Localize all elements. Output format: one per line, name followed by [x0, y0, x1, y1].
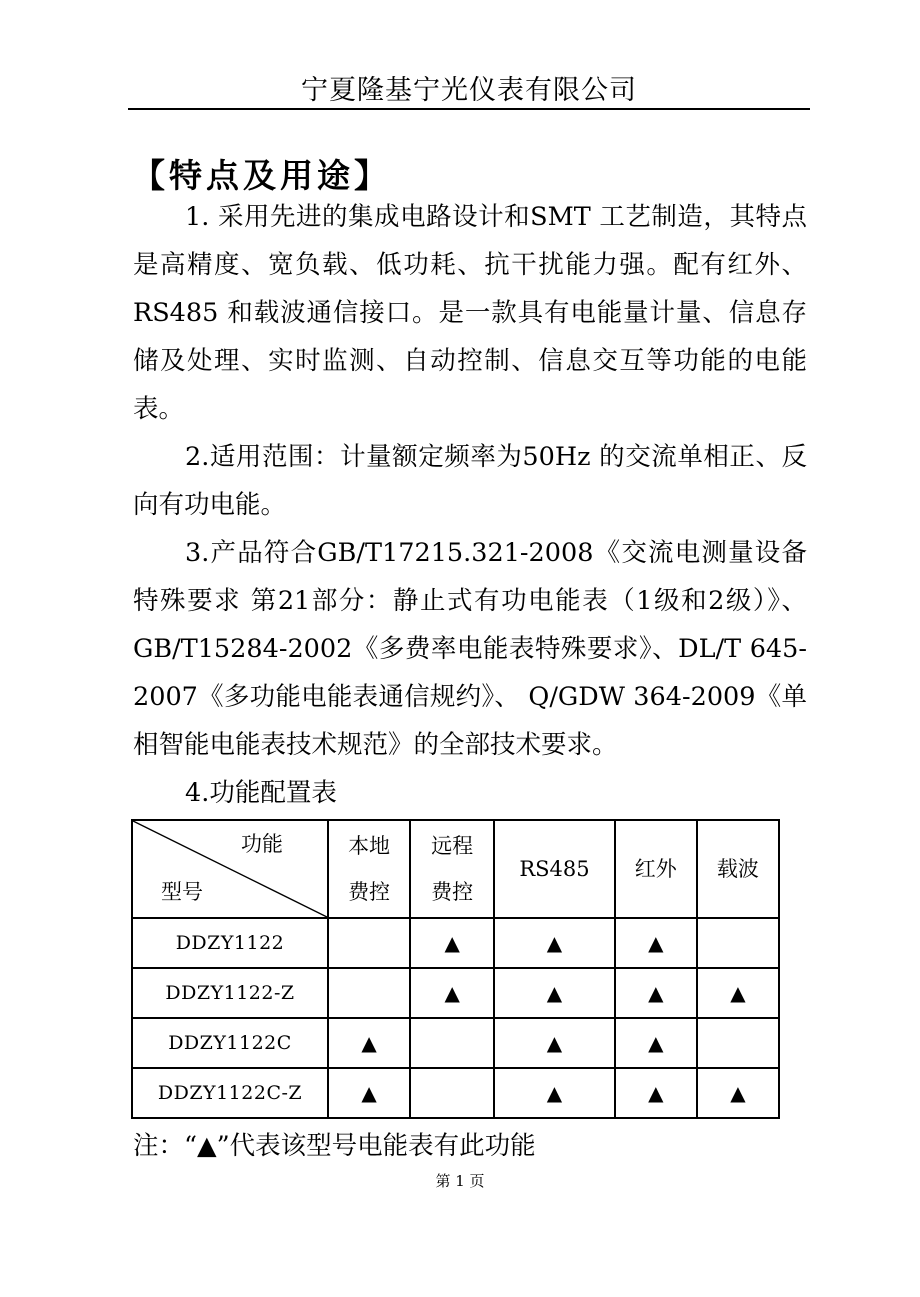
corner-label-model: 型号 — [161, 880, 203, 904]
feature-cell: ▲ — [494, 968, 614, 1018]
paragraph-scope-text: 2.适用范围：计量额定频率为50Hz 的交流单相正、反向有功电能。 — [133, 442, 807, 520]
feature-cell — [697, 918, 779, 968]
feature-cell: ▲ — [697, 968, 779, 1018]
table-note: 注：“▲”代表该型号电能表有此功能 — [133, 1131, 536, 1161]
paragraph-standards-text: 3.产品符合GB/T17215.321-2008《交流电测量设备特殊要求 第21部分：静止式有功电能表（1级和2级）》、GB/T15284-2002《多费率电能表特殊要求》、DL/T 645-2007《多功能电能表通信规约》、 Q/GDW 364-2009《单相智能电能表技术规范》的全部技术要求。 — [133, 538, 807, 760]
table-corner-cell — [132, 820, 328, 918]
feature-cell — [328, 918, 410, 968]
feature-cell: ▲ — [494, 1018, 614, 1068]
feature-cell — [410, 1068, 494, 1118]
feature-cell — [697, 1018, 779, 1068]
feature-cell: ▲ — [615, 1018, 697, 1068]
table-row — [132, 1068, 779, 1118]
feature-cell: ▲ — [410, 968, 494, 1018]
feature-cell: ▲ — [410, 918, 494, 968]
table-heading-text: 4.功能配置表 — [185, 778, 337, 808]
col-header-carrier: 载波 — [697, 820, 779, 918]
paragraph-features-text: 1. 采用先进的集成电路设计和SMT 工艺制造，其特点是高精度、宽负载、低功耗、抗干扰能力强。配有红外、RS485 和载波通信接口。是一款具有电能量计量、信息存储及处理、实时监测、自动控制、信息交互等功能的电能表。 — [133, 202, 807, 424]
feature-cell: ▲ — [328, 1068, 410, 1118]
col-header-rs485: RS485 — [494, 820, 614, 918]
feature-cell — [328, 968, 410, 1018]
model-cell: DDZY1122C — [132, 1018, 328, 1068]
model-cell: DDZY1122 — [132, 918, 328, 968]
feature-cell: ▲ — [328, 1018, 410, 1068]
feature-cell: ▲ — [494, 918, 614, 968]
model-cell: DDZY1122C-Z — [132, 1068, 328, 1118]
page-number: 第 1 页 — [435, 1172, 485, 1190]
feature-cell: ▲ — [615, 918, 697, 968]
paragraph-table-heading — [133, 769, 807, 817]
function-config-table — [131, 819, 780, 1119]
col-header-infrared: 红外 — [615, 820, 697, 918]
table-row — [132, 918, 779, 968]
feature-cell: ▲ — [697, 1068, 779, 1118]
feature-cell: ▲ — [494, 1068, 614, 1118]
section-title: 【特点及用途】 — [132, 156, 391, 195]
paragraph-features — [133, 193, 807, 433]
feature-cell: ▲ — [615, 968, 697, 1018]
model-cell: DDZY1122-Z — [132, 968, 328, 1018]
company-header: 宁夏隆基宁光仪表有限公司 — [301, 75, 637, 106]
table-row — [132, 968, 779, 1018]
feature-cell — [410, 1018, 494, 1068]
paragraph-standards — [133, 529, 807, 769]
header-divider — [128, 108, 810, 110]
col-header-local-prepay: 本地 费控 — [328, 820, 410, 918]
corner-label-function: 功能 — [241, 832, 283, 856]
table-header-row — [132, 820, 779, 918]
paragraph-scope — [133, 433, 807, 529]
feature-cell: ▲ — [615, 1068, 697, 1118]
table-row — [132, 1018, 779, 1068]
col-header-remote-prepay: 远程 费控 — [410, 820, 494, 918]
